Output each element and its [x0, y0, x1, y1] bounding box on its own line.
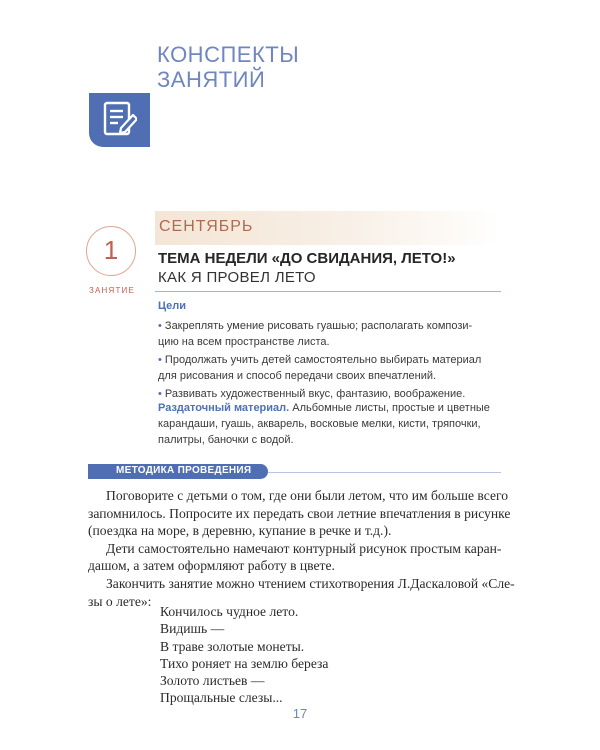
paragraph	[88, 540, 508, 575]
poem-line: Золото листьев —	[160, 673, 265, 689]
lesson-number-label: ЗАНЯТИЕ	[88, 286, 136, 295]
handout-materials	[158, 401, 508, 448]
poem-line: Тихо роняет на землю береза	[160, 655, 329, 671]
poem-line: В траве золотые монеты.	[160, 638, 305, 654]
paragraph-line: запомнилось. Попросите их передать свои летние впечатления в рисунке	[88, 505, 511, 521]
month-banner	[155, 211, 501, 245]
goal-item	[158, 353, 508, 384]
paragraph-line: Поговорите с детьми о том, где они были летом, что им больше всего	[106, 488, 509, 503]
goals-list	[158, 319, 508, 406]
week-theme: ТЕМА НЕДЕЛИ «ДО СВИДАНИЯ, ЛЕТО!»	[158, 250, 456, 267]
materials-text: Альбомные листы, простые и цветные	[289, 402, 490, 414]
title-divider	[155, 291, 501, 292]
poem	[160, 603, 328, 707]
poem-line: Прощальные слезы...	[160, 690, 283, 706]
goal-item	[158, 319, 508, 350]
method-body	[88, 487, 515, 610]
method-heading-bar	[88, 464, 268, 479]
lesson-number-badge	[86, 226, 136, 276]
poem-line: Кончилось чудное лето.	[160, 604, 299, 619]
section-title-line-2: ЗАНЯТИЙ	[157, 67, 266, 92]
bullet-icon: •	[158, 320, 162, 332]
materials-text: палитры, баночки с водой.	[158, 433, 294, 446]
bullet-icon: •	[158, 388, 162, 401]
paragraph-line: Закончить занятие можно чтением стихотворения Л.Даскаловой «Сле-	[106, 575, 515, 591]
paragraph-line: зы о лете»:	[88, 593, 152, 609]
lesson-number: 1	[103, 235, 119, 265]
lesson-title: КАК Я ПРОВЕЛ ЛЕТО	[158, 269, 316, 286]
bullet-icon: •	[158, 354, 162, 367]
section-title-line-1: КОНСПЕКТЫ	[157, 42, 300, 67]
page-number: 17	[292, 706, 308, 721]
notes-pencil-icon	[89, 93, 150, 147]
paragraph	[88, 487, 511, 540]
goal-text: Развивать художественный вкус, фантазию, воображение.	[164, 388, 466, 401]
section-title	[157, 42, 299, 92]
goal-text: Закреплять умение рисовать гуашью; располагать компози-	[164, 320, 473, 332]
paragraph-line: (поездка на море, в деревню, купание в речке и т.д.).	[88, 523, 392, 539]
method-heading: МЕТОДИКА ПРОВЕДЕНИЯ	[116, 465, 252, 476]
materials-lead: Раздаточный материал.	[158, 402, 290, 414]
month-label: СЕНТЯБРЬ	[159, 218, 254, 235]
paragraph-line: дашом, а затем оформляют работу в цвете.	[88, 558, 335, 574]
goals-heading: Цели	[158, 300, 187, 312]
paragraph-line: Дети самостоятельно намечают контурный рисунок простым каран-	[106, 540, 502, 556]
materials-text: карандаши, гуашь, акварель, восковые мелки, кисти, тряпочки,	[158, 417, 481, 430]
goal-text: Продолжать учить детей самостоятельно выбирать материал	[164, 354, 482, 367]
poem-line: Видишь —	[160, 621, 225, 637]
goal-text-continued: для рисования и способ передачи своих впечатлений.	[158, 369, 437, 382]
goal-text-continued: цию на всем пространстве листа.	[158, 335, 330, 348]
